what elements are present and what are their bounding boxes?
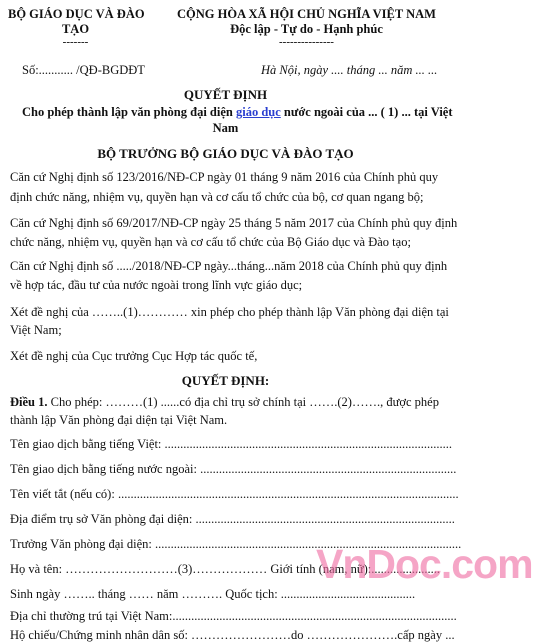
ministry-name: BỘ GIÁO DỤC VÀ ĐÀO — [8, 7, 145, 21]
basis-3-line-1: Căn cứ Nghị định số ...../2018/NĐ-CP ngày...tháng...năm 2018 của Chính phủ quy định — [10, 259, 448, 273]
nation-name: CỘNG HÒA XÃ HỘI CHỦ NGHĨA VIỆT NAM — [177, 7, 436, 21]
field-passport: Hộ chiếu/Chứng minh nhân dân số: ……………………do ………………….cấp ngày ... — [10, 628, 455, 642]
decision-heading: QUYẾT ĐỊNH: — [181, 373, 270, 388]
document-subject — [22, 105, 453, 120]
ministry-separator: ------- — [62, 36, 89, 48]
document-title: QUYẾT ĐỊNH — [183, 87, 268, 102]
field-full-name: Họ và tên: ………………………(3)……………… Giới tính (nam, nữ):...................... — [10, 562, 441, 576]
motto-separator: --------------- — [279, 36, 334, 48]
basis-1-line-1: Căn cứ Nghị định số 123/2016/NĐ-CP ngày 01 tháng 9 năm 2016 của Chính phủ quy — [10, 170, 439, 184]
field-residence: Địa chỉ thường trú tại Việt Nam:........................................................................................... — [10, 609, 457, 623]
document-number: Số:........... /QĐ-BGDĐT — [22, 63, 145, 77]
article-1-label: Điều 1. — [10, 395, 48, 409]
field-abbreviation: Tên viết tắt (nếu có): ............................................................................................................. — [10, 487, 459, 501]
subject-text-post: nước ngoài của ... ( 1) ... tại Việt — [280, 105, 453, 119]
field-office-address: Địa điểm trụ sở Văn phòng đại diện: ................................................................................... — [10, 512, 455, 526]
place-date: Hà Nội, ngày .... tháng ... năm ... ... — [261, 63, 438, 77]
field-office-head: Trưởng Văn phòng đại diện: .................................................................................................. — [10, 537, 462, 551]
document-subject-cont: Nam — [212, 121, 239, 135]
proposal-1-line-2: Việt Nam; — [10, 323, 62, 337]
article-1-line-1 — [10, 395, 439, 410]
field-vietnamese-name: Tên giao dịch bằng tiếng Việt: ............................................................................................ — [10, 437, 453, 451]
national-motto: Độc lập - Tự do - Hạnh phúc — [230, 22, 383, 36]
watermark-logo: VnDoc.com — [316, 541, 533, 587]
article-1-line-2: thành lập Văn phòng đại diện tại Việt Nam. — [10, 413, 228, 427]
subject-text-pre: Cho phép thành lập văn phòng đại diện — [22, 105, 236, 119]
field-foreign-name: Tên giao dịch bằng tiếng nước ngoài: .................................................................................. — [10, 462, 457, 476]
basis-3-line-2: về hợp tác, đầu tư của nước ngoài trong lĩnh vực giáo dục; — [10, 278, 303, 292]
basis-1-line-2: định chức năng, nhiệm vụ, quyền hạn và cơ cấu tổ chức của bộ, cơ quan ngang bộ; — [10, 190, 424, 204]
subject-link[interactable]: giáo dục — [235, 105, 281, 119]
basis-2-line-1: Căn cứ Nghị định số 69/2017/NĐ-CP ngày 25 tháng 5 năm 2017 của Chính phủ quy định — [10, 216, 458, 230]
proposal-1-line-1: Xét đề nghị của ……..(1)………… xin phép cho phép thành lập Văn phòng đại diện tại — [10, 305, 449, 319]
article-1-text: Cho phép: ………(1) ......có địa chỉ trụ sở chính tại …….(2)……., được phép — [47, 395, 439, 409]
field-birth-date: Sinh ngày …….. tháng …… năm ………. Quốc tịch: ........................................... — [10, 587, 416, 601]
basis-2-line-2: chức năng, nhiệm vụ, quyền hạn và cơ cấu tổ chức của Bộ Giáo dục và Đào tạo; — [10, 235, 411, 249]
issuing-authority: BỘ TRƯỞNG BỘ GIÁO DỤC VÀ ĐÀO TẠO — [97, 146, 354, 161]
proposal-2: Xét đề nghị của Cục trưởng Cục Hợp tác quốc tế, — [10, 349, 258, 363]
ministry-name-cont: TẠO — [61, 22, 90, 36]
